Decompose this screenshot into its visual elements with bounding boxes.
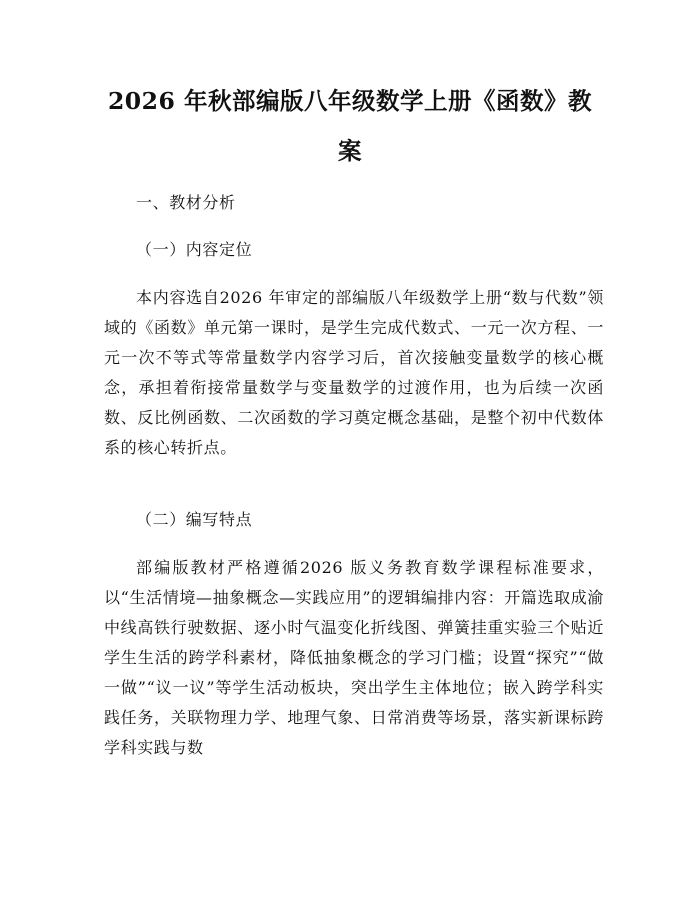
section-heading: 一、教材分析 [136, 193, 236, 212]
subsection-heading-content-positioning: （一）内容定位 [136, 240, 253, 259]
document-title: 2026 年秋部编版八年级数学上册《函数》教案 [107, 87, 593, 165]
paragraph-content-positioning: 本内容选自2026 年审定的部编版八年级数学上册“数与代数”领域的《函数》单元第一课时，是学生完成代数式、一元一次方程、一元一次不等式等常量数学内容学习后，首次接触变量数学的核心概念，承担着衔接常量数学与变量数学的过渡作用，也为后续一次函数、反比例函数、二次函数的学习奠定概念基础，是整个初中代数体系的核心转折点。 [104, 288, 604, 457]
paragraph-writing-features: 部编版教材严格遵循2026 版义务教育数学课程标准要求，以“生活情境—抽象概念—实践应用”的逻辑编排内容：开篇选取成渝中线高铁行驶数据、逐小时气温变化折线图、弹簧挂重实验三个贴近学生生活的跨学科素材，降低抽象概念的学习门槛；设置“探究”“做一做”“议一议”等学生活动板块，突出学生主体地位；嵌入跨学科实践任务，关联物理力学、地理气象、日常消费等场景，落实新课标跨学科实践与数 [104, 558, 604, 757]
subsection-heading-writing-features: （二）编写特点 [136, 510, 253, 529]
